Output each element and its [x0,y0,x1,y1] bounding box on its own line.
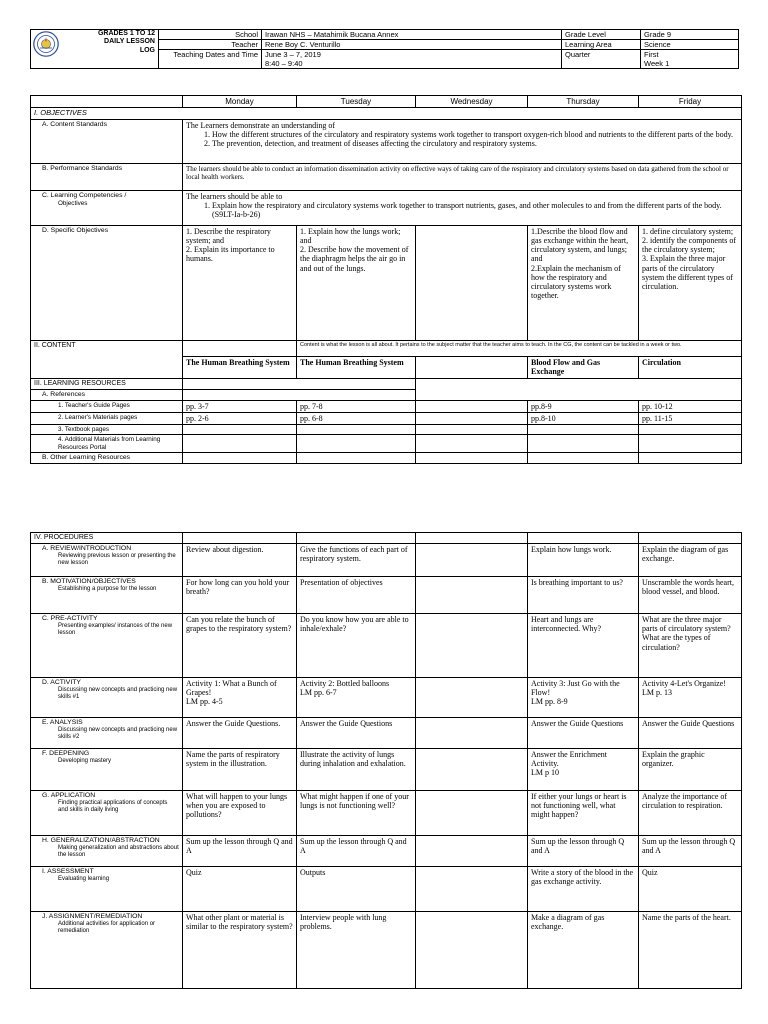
procedure-thursday: If either your lungs or heart is not functioning well, what might happen? [528,791,639,836]
procedure-monday: Answer the Guide Questions. [183,718,297,749]
procedure-thursday: Is breathing important to us? [528,577,639,614]
learning-competencies-text: The learners should be able to 1. Explain how the respiratory and circulatory systems work together to transport nutrients, gases, and other molecules to and from the different parts of the body. (S9LT-Ia-b-26) [183,190,742,225]
specific-objectives-thursday: 1.Describe the blood flow and gas exchange within the heart, circulatory system, and lungs; and 2.Explain the mechanism of how the respiratory and circulatory systems work together. [528,225,639,340]
resource-row [31,452,742,463]
procedure-wednesday [416,867,528,912]
procedure-tuesday: Answer the Guide Questions [297,718,416,749]
performance-standards-label: B. Performance Standards [31,163,183,190]
resource-tuesday [297,452,416,463]
resource-friday: pp. 11-15 [639,412,742,424]
procedure-monday: What other plant or material is similar to the respiratory system? [183,912,297,989]
procedure-thursday: Explain how lungs work. [528,544,639,577]
procedure-tuesday: Give the functions of each part of respiratory system. [297,544,416,577]
procedure-friday: Explain the diagram of gas exchange. [639,544,742,577]
procedure-tuesday: Presentation of objectives [297,577,416,614]
teaching-dates-value: June 3 – 7, 2019 8:40 – 9:40 [262,50,562,69]
day-thursday: Thursday [528,96,639,108]
school-value: Irawan NHS – Matahimik Bucana Annex [262,30,562,40]
content-note: Content is what the lesson is all about. It pertains to the subject matter that the teacher aims to teach. In the CG, the content can be tackled in a week or two. [297,340,742,356]
procedures-table [30,532,742,989]
procedure-friday: Sum up the lesson through Q and A [639,836,742,867]
specific-objectives-wednesday [416,225,528,340]
resource-monday [183,425,297,435]
procedure-label [31,544,183,577]
procedure-description: Evaluating learning [58,875,110,882]
resource-friday [639,425,742,435]
days-header-row [31,96,742,108]
procedure-wednesday [416,577,528,614]
procedure-thursday: Write a story of the blood in the gas exchange activity. [528,867,639,912]
procedure-friday: Quiz [639,867,742,912]
dll-title: GRADES 1 TO 12 DAILY LESSON LOG [63,30,159,69]
procedure-thursday: Sum up the lesson through Q and A [528,836,639,867]
performance-standards-text: The learners should be able to conduct an information dissemination activity on effective ways of taking care of the respiratory and circulatory systems based on data gathered from the school or local health workers. [183,163,742,190]
procedure-friday: Analyze the importance of circulation to respiration. [639,791,742,836]
resource-wednesday [416,435,528,452]
procedure-thursday: Answer the Guide Questions [528,718,639,749]
resource-row [31,435,742,452]
procedure-row [31,912,742,989]
procedure-friday: What are the three major parts of circulatory system? What are the types of circulation? [639,614,742,678]
resource-monday: pp. 3-7 [183,400,297,412]
teaching-dates-label: Teaching Dates and Time [159,50,262,69]
resource-monday [183,452,297,463]
procedure-description: Additional activities for application or remediation [58,920,156,934]
day-friday: Friday [639,96,742,108]
content-topic-monday: The Human Breathing System [183,356,297,378]
procedure-title: A. REVIEW/INTRODUCTION [42,545,132,553]
content-heading: II. CONTENT [31,340,183,378]
procedure-description: Discussing new concepts and practicing new skills #2 [58,726,178,740]
procedures-heading: IV. PROCEDURES [31,533,183,544]
day-wednesday: Wednesday [416,96,528,108]
procedure-friday: Answer the Guide Questions [639,718,742,749]
procedure-tuesday: Illustrate the activity of lungs during inhalation and exhalation. [297,749,416,791]
references-label: A. References [31,389,183,400]
procedure-friday: Name the parts of the heart. [639,912,742,989]
procedure-tuesday: Sum up the lesson through Q and A [297,836,416,867]
procedure-label [31,718,183,749]
resource-tuesday: pp. 6-8 [297,412,416,424]
specific-objectives-tuesday: 1. Explain how the lungs work; and 2. Describe how the movement of the diaphragm helps the air go in and out of the lungs. [297,225,416,340]
procedure-title: D. ACTIVITY [42,679,81,687]
procedure-description: Developing mastery [58,757,112,764]
procedure-title: B. MOTIVATION/OBJECTIVES [42,578,136,586]
procedure-thursday: Heart and lungs are interconnected. Why? [528,614,639,678]
procedure-label [31,749,183,791]
procedure-title: H. GENERALIZATION/ABSTRACTION [42,837,160,845]
resource-thursday: pp.8-10 [528,412,639,424]
procedure-description: Making generalization and abstractions about the lesson [58,844,179,858]
grade-level-label: Grade Level [562,30,641,40]
procedure-row [31,791,742,836]
procedure-row [31,836,742,867]
procedure-label [31,791,183,836]
resource-monday [183,435,297,452]
procedure-description: Discussing new concepts and practicing new skills #1 [58,686,178,700]
content-standards-label: A. Content Standards [31,119,183,163]
resource-thursday [528,425,639,435]
procedure-row [31,718,742,749]
resource-thursday [528,452,639,463]
learning-area-label: Learning Area [562,40,641,50]
procedure-wednesday [416,791,528,836]
procedure-description: Presenting examples/ instances of the new lesson [58,622,173,636]
procedure-row [31,544,742,577]
resource-friday: pp. 10-12 [639,400,742,412]
procedure-description: Reviewing previous lesson or presenting the new lesson [58,552,176,566]
resource-wednesday [416,425,528,435]
procedure-friday: Explain the graphic organizer. [639,749,742,791]
learning-resources-heading: III. LEARNING RESOURCES [31,378,183,389]
resource-label: 3. Textbook pages [31,425,183,435]
procedure-thursday: Make a diagram of gas exchange. [528,912,639,989]
specific-objectives-monday: 1. Describe the respiratory system; and 2. Explain its importance to humans. [183,225,297,340]
procedure-monday: Name the parts of respiratory system in the illustration. [183,749,297,791]
procedure-friday: Activity 4-Let's Organize! LM p. 13 [639,678,742,718]
procedure-title: I. ASSESSMENT [42,868,94,876]
procedure-label [31,867,183,912]
procedure-tuesday: Do you know how you are able to inhale/exhale? [297,614,416,678]
procedure-wednesday [416,678,528,718]
quarter-value: First Week 1 [641,50,739,69]
procedure-monday: Review about digestion. [183,544,297,577]
procedure-title: J. ASSIGNMENT/REMEDIATION [42,913,143,921]
learning-area-value: Science [641,40,739,50]
resource-tuesday: pp. 7-8 [297,400,416,412]
procedure-tuesday: Interview people with lung problems. [297,912,416,989]
resource-thursday: pp.8-9 [528,400,639,412]
resource-friday [639,452,742,463]
resource-friday [639,435,742,452]
procedure-wednesday [416,614,528,678]
school-label: School [159,30,262,40]
procedure-title: C. PRE-ACTIVITY [42,615,98,623]
procedure-wednesday [416,836,528,867]
day-monday: Monday [183,96,297,108]
procedure-monday: Sum up the lesson through Q and A [183,836,297,867]
content-standards-text: The Learners demonstrate an understanding of 1. How the different structures of the circulatory and respiratory systems work together to transport oxygen-rich blood and nutrients to the different parts of the body. 2. The prevention, detection, and treatment of diseases affecting the circulatory and respiratory systems. [183,119,742,163]
resource-label: B. Other Learning Resources [31,452,183,463]
resource-label: 1. Teacher's Guide Pages [31,400,183,412]
resource-wednesday [416,452,528,463]
procedure-label [31,678,183,718]
procedure-monday: For how long can you hold your breath? [183,577,297,614]
resource-monday: pp. 2-6 [183,412,297,424]
resource-label: 4. Additional Materials from Learning Resources Portal [31,435,183,452]
resource-wednesday [416,412,528,424]
resource-wednesday [416,400,528,412]
procedure-monday: Quiz [183,867,297,912]
procedure-monday: What will happen to your lungs when you are exposed to pollutions? [183,791,297,836]
day-tuesday: Tuesday [297,96,416,108]
teacher-label: Teacher [159,40,262,50]
header-table [30,29,739,69]
specific-objectives-label: D. Specific Objectives [31,225,183,340]
procedure-tuesday: Outputs [297,867,416,912]
procedure-description: Finding practical applications of concepts and skills in daily living [58,799,168,813]
content-topic-thursday: Blood Flow and Gas Exchange [528,356,639,378]
procedure-tuesday: What might happen if one of your lungs is not functioning well? [297,791,416,836]
learning-competencies-label: C. Learning Competencies / Objectives [31,190,183,225]
procedure-row [31,867,742,912]
lesson-log-table [30,95,742,464]
procedure-tuesday: Activity 2: Bottled balloons LM pp. 6-7 [297,678,416,718]
resource-thursday [528,435,639,452]
procedure-wednesday [416,544,528,577]
resource-row [31,425,742,435]
objectives-heading: I. OBJECTIVES [31,108,742,120]
procedure-wednesday [416,749,528,791]
procedure-row [31,749,742,791]
grade-level-value: Grade 9 [641,30,739,40]
procedure-row [31,678,742,718]
procedure-monday: Can you relate the bunch of grapes to the respiratory system? [183,614,297,678]
resource-row [31,412,742,424]
teacher-value: Rene Boy C. Venturillo [262,40,562,50]
procedure-monday: Activity 1: What a Bunch of Grapes! LM pp. 4-5 [183,678,297,718]
resource-tuesday [297,425,416,435]
resource-row [31,400,742,412]
quarter-label: Quarter [562,50,641,69]
content-topic-tuesday: The Human Breathing System [297,356,416,378]
procedure-label [31,577,183,614]
resource-tuesday [297,435,416,452]
specific-objectives-friday: 1. define circulatory system; 2. identify the components of the circulatory system; 3. Explain the three major parts of the circulatory system the different types of circulation. [639,225,742,340]
procedure-description: Establishing a purpose for the lesson [58,585,157,592]
content-topic-friday: Circulation [639,356,742,378]
procedure-row [31,577,742,614]
procedure-friday: Unscramble the words heart, blood vessel, and blood. [639,577,742,614]
resource-label: 2. Learner's Materials pages [31,412,183,424]
procedure-title: G. APPLICATION [42,792,96,800]
procedure-label [31,836,183,867]
procedure-row [31,614,742,678]
content-topic-wednesday [416,356,528,378]
procedure-label [31,614,183,678]
specific-objectives-row [31,225,742,340]
procedure-wednesday [416,912,528,989]
procedure-thursday: Activity 3: Just Go with the Flow! LM pp. 8-9 [528,678,639,718]
procedure-thursday: Answer the Enrichment Activity. LM p 10 [528,749,639,791]
procedure-wednesday [416,718,528,749]
procedure-label [31,912,183,989]
procedure-title: F. DEEPENING [42,750,90,758]
procedure-title: E. ANALYSIS [42,719,83,727]
